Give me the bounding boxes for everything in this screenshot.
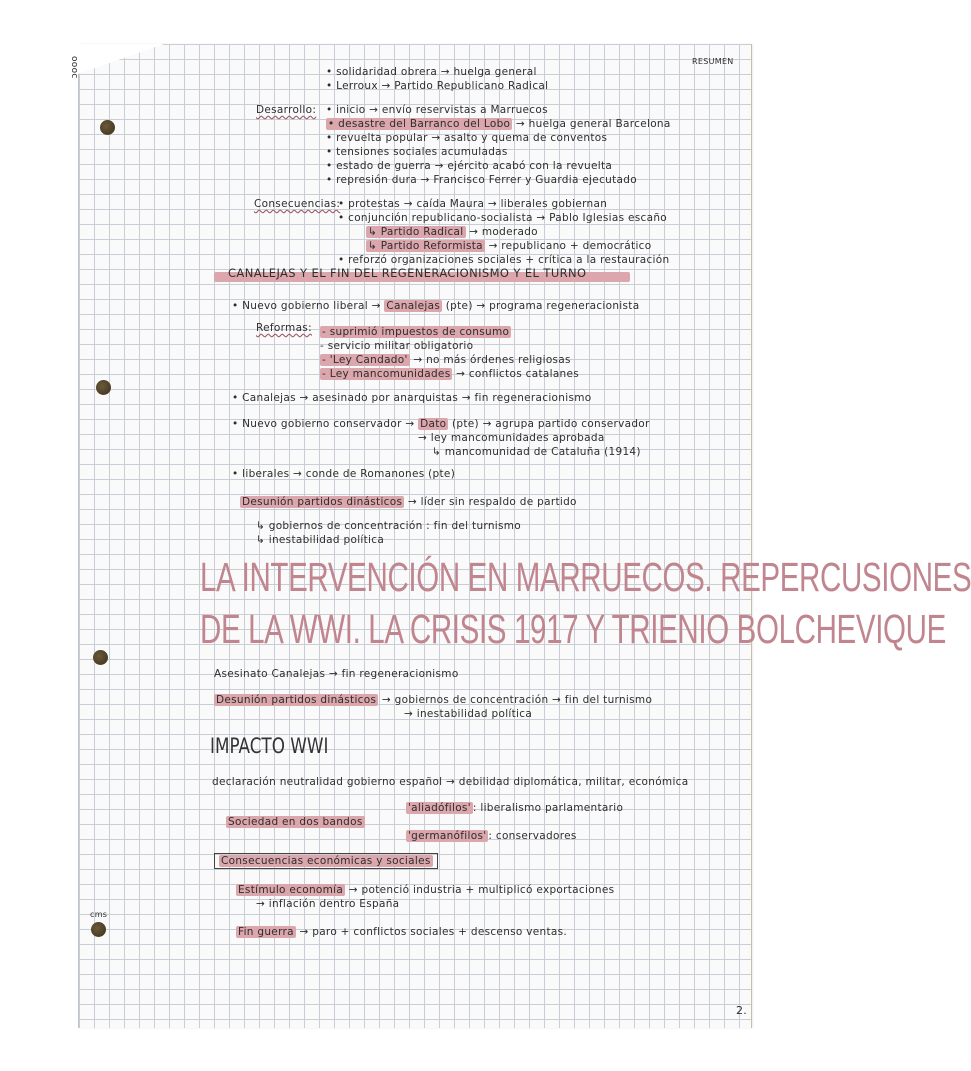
- main-title-line2: DE LA WWI. LA CRISIS 1917 Y TRIENIO BOLCHEVIQUE: [200, 606, 946, 652]
- punch-hole: [100, 120, 115, 135]
- note-line: • estado de guerra → ejército acabó con la revuelta: [326, 160, 613, 172]
- highlight: Estímulo economía: [238, 884, 344, 896]
- highlight: • desastre del Barranco del Lobo: [328, 118, 511, 130]
- note-line: [406, 802, 623, 815]
- highlight: 'aliadófilos': [408, 802, 471, 814]
- note-line: declaración neutralidad gobierno español → debilidad diplomática, militar, económica: [212, 776, 689, 788]
- note-text: (pte) → agrupa partido conservador: [452, 418, 650, 430]
- highlight: - Ley mancomunidades: [322, 368, 451, 380]
- highlight: ↳ Partido Radical: [368, 226, 464, 238]
- highlight: Sociedad en dos bandos: [228, 816, 363, 828]
- note-line: [320, 354, 571, 367]
- highlight: Desunión partidos dinásticos: [242, 496, 403, 508]
- note-line: [366, 240, 651, 253]
- note-text: → huelga general Barcelona: [515, 118, 671, 130]
- section-heading-impacto: IMPACTO WWI: [210, 734, 329, 758]
- note-line: [214, 694, 652, 707]
- note-text: → republicano + democrático: [488, 240, 652, 252]
- note-line: Asesinato Canalejas → fin regeneracionismo: [214, 668, 459, 680]
- note-line: • liberales → conde de Romanones (pte): [232, 468, 456, 480]
- note-text: → moderado: [469, 226, 538, 238]
- side-label: cms: [90, 910, 108, 919]
- highlight: Canalejas: [386, 300, 441, 312]
- punch-hole: [96, 380, 111, 395]
- note-text: (pte) → programa regeneracionista: [445, 300, 640, 312]
- note-line: → inflación dentro España: [256, 898, 400, 910]
- note-line: • protestas → caída Maura → liberales gobiernan: [338, 198, 608, 210]
- note-text: • Nuevo gobierno liberal →: [232, 300, 381, 312]
- note-line: [236, 884, 614, 897]
- note-line: • Lerroux → Partido Republicano Radical: [326, 80, 549, 92]
- section-heading: CANALEJAS Y EL FIN DEL REGENERACIONISMO Y EL TURNO: [228, 266, 587, 280]
- note-line: → inestabilidad política: [404, 708, 533, 720]
- note-line: • represión dura → Francisco Ferrer y Guardia ejecutado: [326, 174, 637, 186]
- note-text: → potenció industria + multiplicó exportaciones: [348, 884, 615, 896]
- punch-hole: [93, 650, 108, 665]
- note-line: [406, 830, 577, 843]
- note-line: [232, 300, 639, 313]
- notebook-page: [78, 44, 752, 1028]
- note-text: • Nuevo gobierno conservador →: [232, 418, 415, 430]
- note-line: • solidaridad obrera → huelga general: [326, 66, 537, 78]
- highlight: - suprimió impuestos de consumo: [322, 326, 510, 338]
- note-line: [214, 855, 438, 868]
- main-title-line1: LA INTERVENCIÓN EN MARRUECOS. REPERCUSIONES: [200, 554, 971, 600]
- note-text: → paro + conflictos sociales + descenso ventas.: [299, 926, 568, 938]
- highlight: 'germanófilos': [408, 830, 487, 842]
- highlight: Consecuencias económicas y sociales: [221, 855, 431, 867]
- note-text: : conservadores: [488, 830, 577, 842]
- label-reformas: Reformas:: [256, 322, 312, 334]
- note-line: [232, 418, 650, 431]
- note-line: ↳ mancomunidad de Cataluña (1914): [432, 446, 641, 458]
- note-line: [240, 496, 577, 509]
- note-line: [366, 226, 538, 239]
- page-fold: [78, 44, 164, 74]
- highlight: Desunión partidos dinásticos: [216, 694, 377, 706]
- note-text: → líder sin respaldo de partido: [407, 496, 577, 508]
- note-line: [326, 118, 671, 131]
- highlight: - 'Ley Candado': [322, 354, 408, 366]
- punch-hole: [91, 922, 106, 937]
- side-label: oooc: [69, 56, 79, 79]
- highlight: Fin guerra: [238, 926, 294, 938]
- note-line: • conjunción republicano-socialista → Pablo Iglesias escaño: [338, 212, 668, 224]
- page-number: 2.: [736, 1004, 748, 1017]
- label-desarrollo: Desarrollo:: [256, 104, 317, 116]
- note-line: [226, 816, 365, 829]
- note-line: [320, 326, 511, 339]
- label-consecuencias: Consecuencias:: [254, 198, 341, 210]
- note-text: → no más órdenes religiosas: [413, 354, 571, 366]
- note-text: → gobiernos de concentración → fin del turnismo: [381, 694, 653, 706]
- note-line: - servicio militar obligatorio: [320, 340, 474, 352]
- note-line: • Canalejas → asesinado por anarquistas → fin regeneracionismo: [232, 392, 592, 404]
- note-line: [236, 926, 567, 939]
- highlight: Dato: [420, 418, 447, 430]
- note-line: ↳ gobiernos de concentración : fin del turnismo: [256, 520, 522, 532]
- note-line: ↳ inestabilidad política: [256, 534, 385, 546]
- header-resumen: RESUMEN: [692, 57, 734, 66]
- note-line: • revuelta popular → asalto y quema de conventos: [326, 132, 608, 144]
- note-line: • reforzó organizaciones sociales + crítica a la restauración: [338, 254, 670, 266]
- note-line: • tensiones sociales acumuladas: [326, 146, 508, 158]
- note-line: • inicio → envío reservistas a Marruecos: [326, 104, 548, 116]
- boxed-heading: [214, 853, 438, 869]
- note-line: [320, 368, 579, 381]
- highlight: ↳ Partido Reformista: [368, 240, 483, 252]
- note-line: → ley mancomunidades aprobada: [418, 432, 605, 444]
- note-text: → conflictos catalanes: [456, 368, 580, 380]
- note-text: : liberalismo parlamentario: [472, 802, 624, 814]
